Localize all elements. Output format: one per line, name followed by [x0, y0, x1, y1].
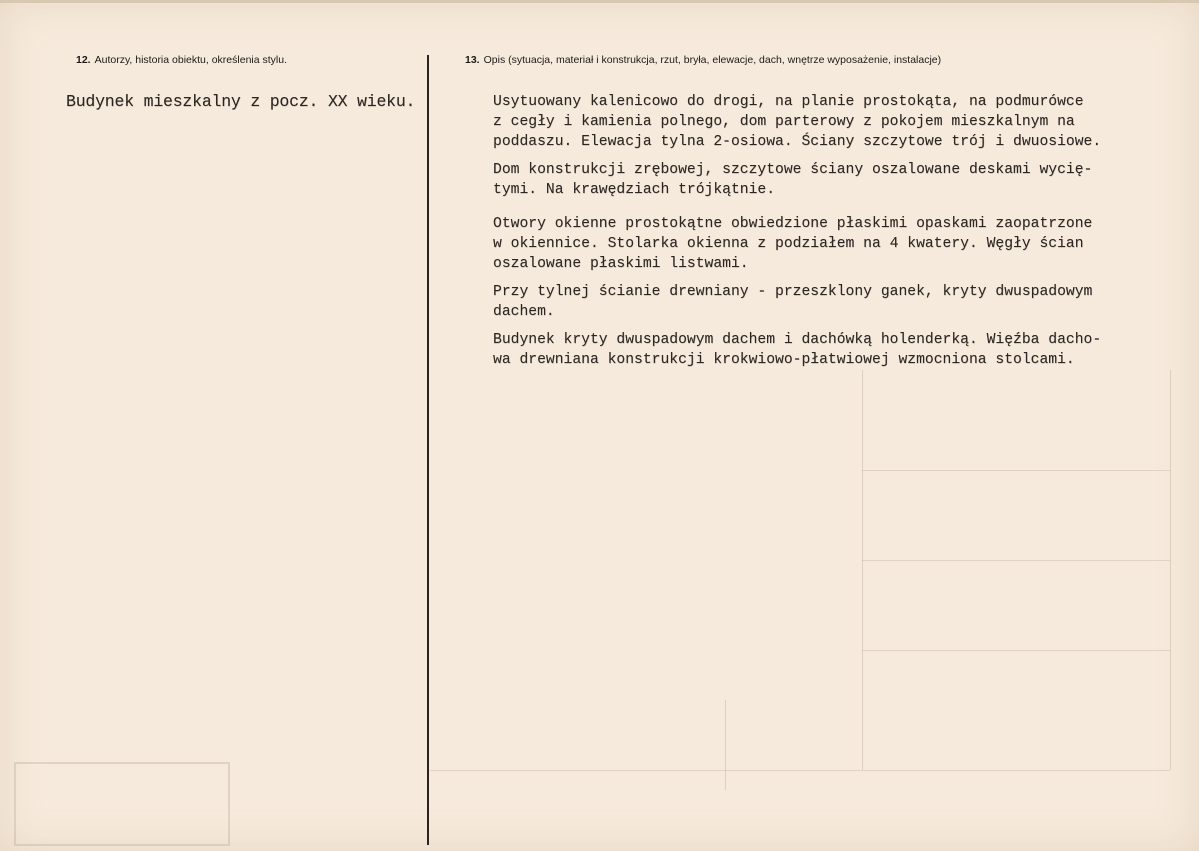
paragraph-line: Otwory okienne prostokątne obwiedzione płaskimi opaskami zaopatrzone [493, 216, 1093, 232]
paragraph-line: w okiennice. Stolarka okienna z podziałem na 4 kwatery. Węgły ścian [493, 236, 1084, 252]
showthrough-stamp-box [14, 762, 230, 846]
section-13-title: Opis (sytuacja, materiał i konstrukcja, rzut, bryła, elewacje, dach, wnętrze wyposażenie, instalacje) [483, 54, 942, 66]
showthrough-line [725, 700, 726, 790]
paragraph-line: oszalowane płaskimi listwami. [493, 256, 749, 272]
section-12-text: Budynek mieszkalny z pocz. XX wieku. [66, 92, 416, 111]
description-paragraph [493, 160, 1092, 200]
description-paragraph [493, 282, 1092, 322]
description-paragraph [493, 92, 1101, 152]
showthrough-line [862, 650, 1170, 651]
section-12-title: Autorzy, historia obiektu, określenia stylu. [94, 54, 288, 66]
paragraph-line: Dom konstrukcji zrębowej, szczytowe ściany oszalowane deskami wycię- [493, 162, 1093, 178]
section-12-header [76, 54, 287, 66]
paragraph-line: poddaszu. Elewacja tylna 2-osiowa. Ściany szczytowe trój i dwuosiowe. [493, 134, 1102, 150]
section-12-number: 12. [76, 54, 91, 66]
paragraph-line: wa drewniana konstrukcji krokwiowo-płatwiowej wzmocniona stolcami. [493, 352, 1075, 368]
showthrough-line [862, 560, 1170, 561]
paragraph-line: Budynek kryty dwuspadowym dachem i dachówką holenderką. Więźba dacho- [493, 332, 1102, 348]
showthrough-line [430, 770, 1170, 771]
showthrough-line [862, 470, 1170, 471]
paragraph-line: tymi. Na krawędziach trójkątnie. [493, 182, 776, 198]
paragraph-line: dachem. [493, 304, 555, 320]
paragraph-line: z cegły i kamienia polnego, dom parterowy z pokojem mieszkalnym na [493, 114, 1075, 130]
column-divider [427, 55, 429, 845]
top-edge [0, 0, 1199, 3]
section-13-number: 13. [465, 54, 480, 66]
description-paragraph [493, 214, 1092, 274]
section-13-header [465, 54, 941, 66]
showthrough-line [1170, 370, 1171, 770]
paragraph-line: Przy tylnej ścianie drewniany - przeszklony ganek, kryty dwuspadowym [493, 284, 1093, 300]
showthrough-line [862, 370, 863, 770]
description-paragraph [493, 330, 1101, 370]
paragraph-line: Usytuowany kalenicowo do drogi, na planie prostokąta, na podmurówce [493, 94, 1084, 110]
